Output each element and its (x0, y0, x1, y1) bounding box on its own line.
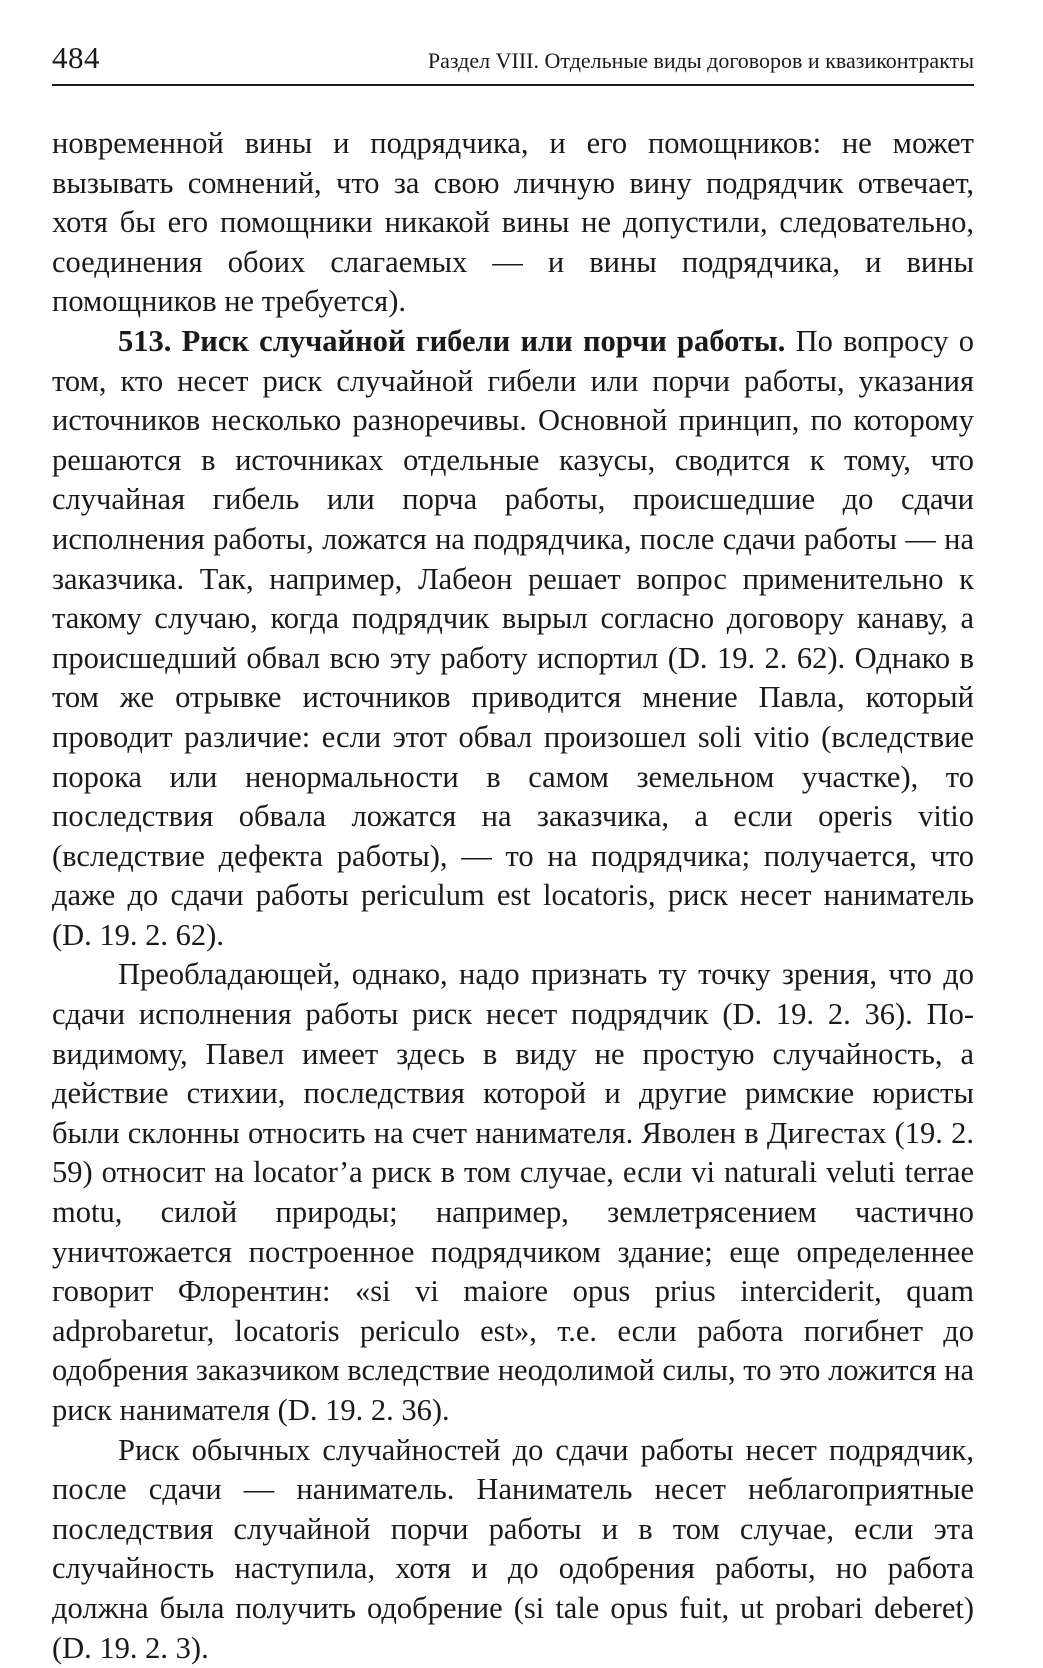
paragraph-section-513 (52, 322, 974, 956)
paragraph: Риск обычных случайностей до сдачи работы несет подрядчик, после сдачи — наниматель. Наниматель несет неблагоприятные последствия случайной порчи работы и в том случае, если эта случайность наступила, хотя и до одобрения работы, но работа должна была получить одобрение (si tale opus fuit, ut probari deberet) (D. 19. 2. 3). (52, 1432, 974, 1665)
book-page (52, 40, 974, 1668)
section-heading: 513. Риск случайной гибели или порчи работы. (118, 323, 786, 358)
running-head (52, 40, 974, 86)
page-number: 484 (52, 40, 100, 75)
paragraph-continued: новременной вины и подрядчика, и его помощников: не может вызывать сомнений, что за свою личную вину подрядчик отвечает, хотя бы его помощники никакой вины не допустили, следовательно, соединения обоих слагаемых — и вины подрядчика, и вины помощников не требуется). (52, 126, 974, 319)
paragraph-text: По вопросу о том, кто несет риск случайной гибели или порчи работы, указания источников несколько разноречивы. Основной принцип, по которому решаются в источниках отдельные казусы, сводится к тому, что случайная гибель или порча работы, происшедшие до сдачи исполнения работы, ложатся на подрядчика, после сдачи работы — на заказчика. Так, например, Лабеон решает вопрос применительно к такому случаю, когда подрядчик вырыл согласно договору канаву, а происшедший обвал всю эту работу испортил (D. 19. 2. 62). Однако в том же отрывке источников приводится мнение Павла, который проводит различие: если этот обвал произошел soli vitio (вследствие порока или ненормальности в самом земельном участке), то последствия обвала ложатся на заказчика, а если operis vitio (вследствие дефекта работы), — то на подрядчика; получается, что даже до сдачи работы periculum est locatoris, риск несет наниматель (D. 19. 2. 62). (52, 323, 975, 952)
body-text (52, 124, 974, 1668)
paragraph: Преобладающей, однако, надо признать ту точку зрения, что до сдачи исполнения работы риск несет подрядчик (D. 19. 2. 36). По-видимому, Павел имеет здесь в виду не простую случайность, а действие стихии, последствия которой и другие римские юристы были склонны относить на счет нанимателя. Яволен в Дигестах (19. 2. 59) относит на locator’а риск в том случае, если vi naturali veluti terrae motu, силой природы; например, землетрясением частично уничтожается построенное подрядчиком здание; еще определеннее говорит Флорентин: «si vi maiore opus prius interciderit, quam adprobaretur, locatoris periculo est», т.е. если работа погибнет до одобрения заказчиком вследствие неодолимой силы, то это ложится на риск нанимателя (D. 19. 2. 36). (52, 957, 974, 1427)
section-title: Раздел VIII. Отдельные виды договоров и квазиконтракты (427, 48, 974, 73)
